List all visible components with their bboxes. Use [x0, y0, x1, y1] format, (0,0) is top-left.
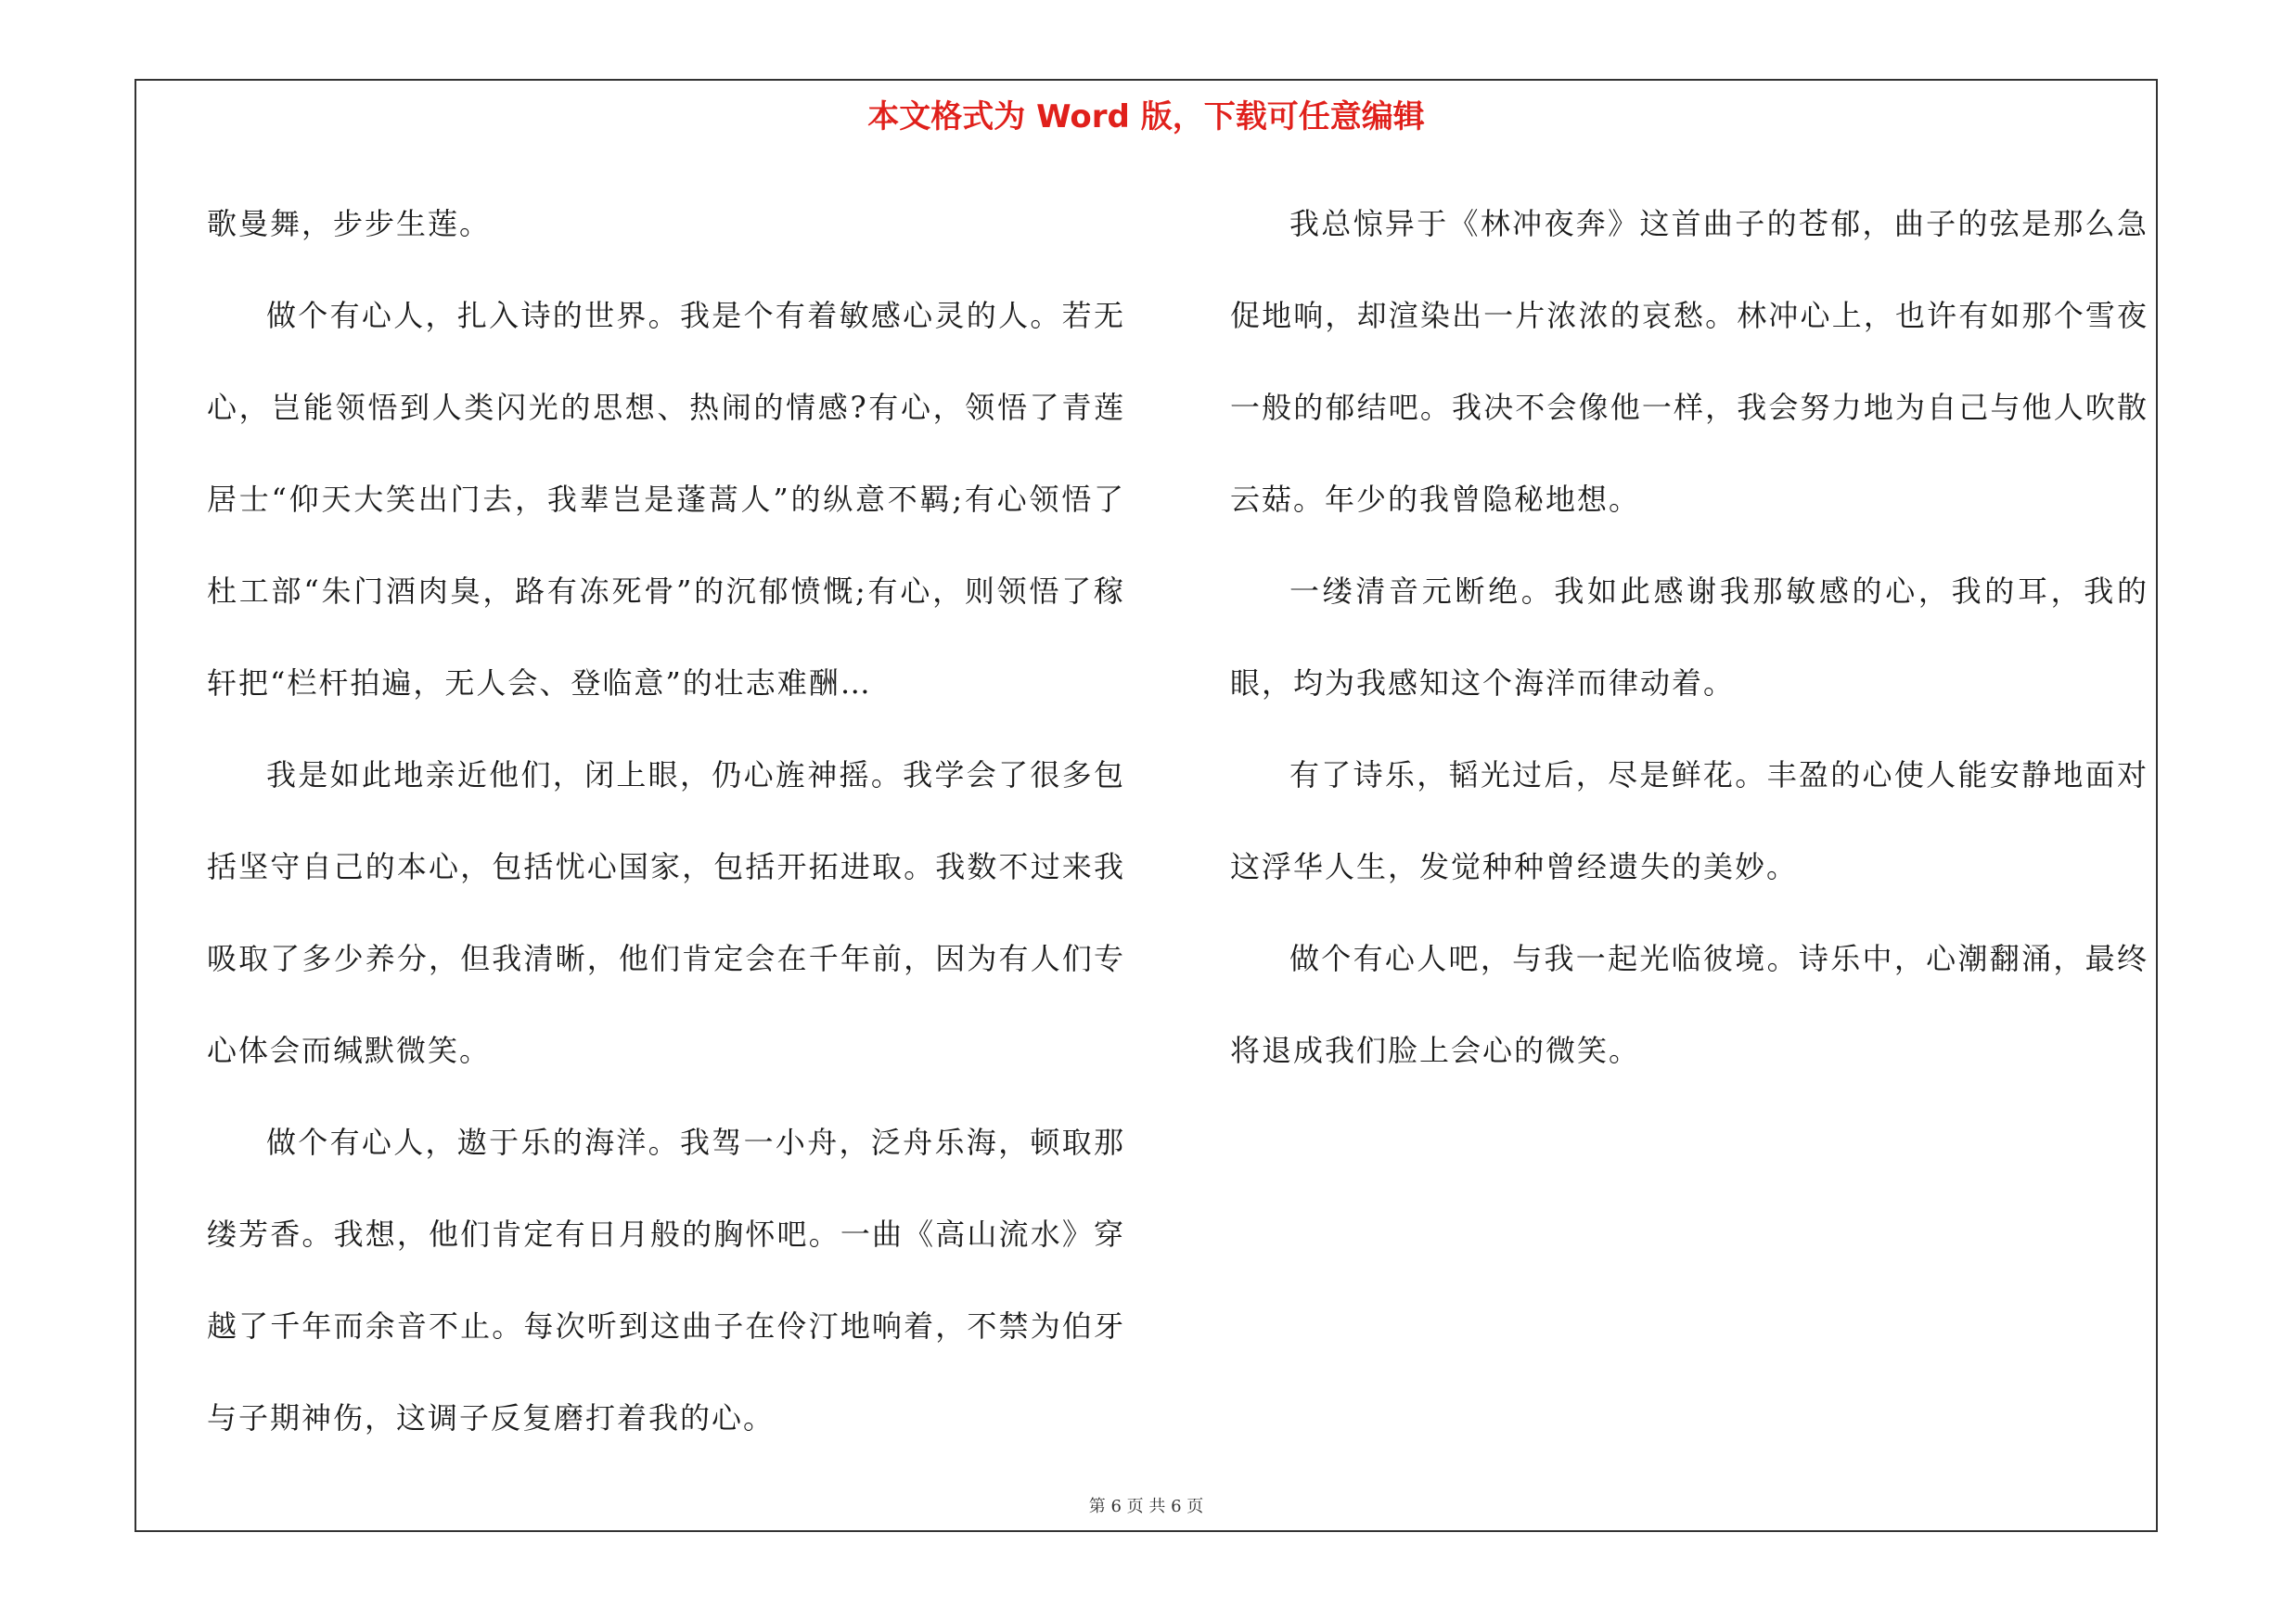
left-column: [207, 178, 1125, 1464]
paragraph: 我总惊异于《林冲夜奔》这首曲子的苍郁，曲子的弦是那么急促地响，却渲染出一片浓浓的哀愁。林冲心上，也许有如那个雪夜一般的郁结吧。我决不会像他一样，我会努力地为自己与他人吹散云菇。年少的我曾隐秘地想。: [1230, 206, 2148, 517]
paragraph: 歌曼舞，步步生莲。: [207, 206, 492, 241]
page-number: 第 6 页 共 6 页: [1088, 1497, 1204, 1516]
paragraph: 做个有心人，扎入诗的世界。我是个有着敏感心灵的人。若无心，岂能领悟到人类闪光的思想、热闹的情感?有心，领悟了青莲居士“仰天大笑出门去，我辈岂是蓬蒿人”的纵意不羁;有心领悟了杜工部“朱门酒肉臭，路有冻死骨”的沉郁愤慨;有心，则领悟了稼轩把“栏杆拍遍，无人会、登临意”的壮志难酬…: [207, 298, 1125, 701]
paragraph: 做个有心人，遨于乐的海洋。我驾一小舟，泛舟乐海，顿取那缕芳香。我想，他们肯定有日月般的胸怀吧。一曲《高山流水》穿越了千年而余音不止。每次听到这曲子在伶汀地响着，不禁为伯牙与子期神伤，这调子反复磨打着我的心。: [207, 1125, 1125, 1436]
paragraph: 一缕清音元断绝。我如此感谢我那敏感的心，我的耳，我的眼，均为我感知这个海洋而律动着。: [1230, 573, 2148, 701]
page-frame: [135, 79, 2158, 1532]
format-banner: 本文格式为 Word 版，下载可任意编辑: [867, 98, 1425, 135]
right-column: [1230, 178, 2148, 1097]
paragraph: 做个有心人吧，与我一起光临彼境。诗乐中，心潮翻涌，最终将退成我们脸上会心的微笑。: [1230, 941, 2148, 1068]
paragraph: 有了诗乐，韬光过后，尽是鲜花。丰盈的心使人能安静地面对这浮华人生，发觉种种曾经遗失的美妙。: [1230, 757, 2148, 884]
paragraph: 我是如此地亲近他们，闭上眼，仍心旌神摇。我学会了很多包括坚守自己的本心，包括忧心国家，包括开拓进取。我数不过来我吸取了多少养分，但我清晰，他们肯定会在千年前，因为有人们专心体会而缄默微笑。: [207, 757, 1125, 1068]
